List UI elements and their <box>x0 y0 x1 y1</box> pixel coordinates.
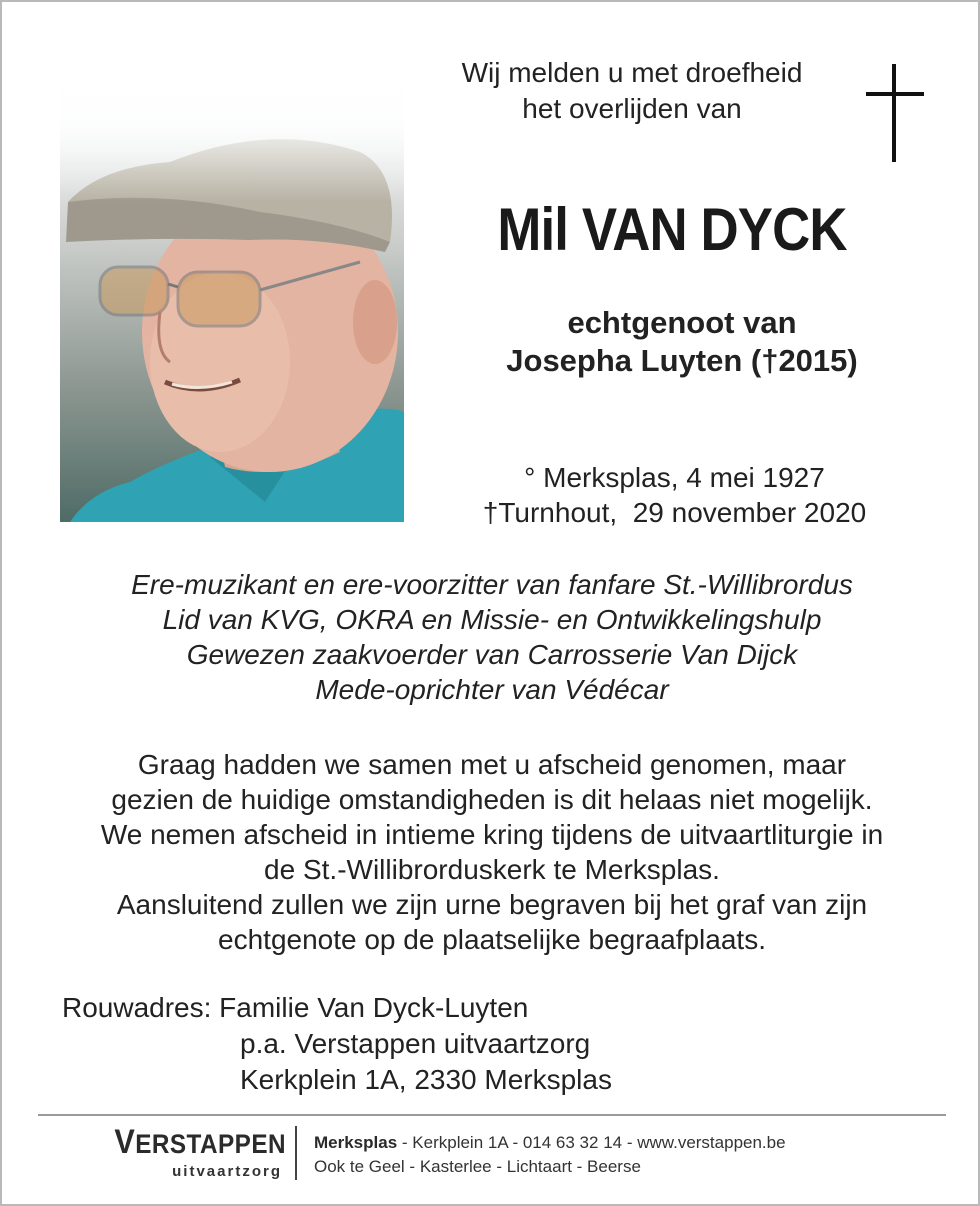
cross-icon <box>866 64 924 162</box>
address-line: Rouwadres: Familie Van Dyck-Luyten <box>62 992 529 1023</box>
announcement-intro <box>422 55 842 127</box>
message-line: gezien de huidige omstandigheden is dit helaas niet mogelijk. <box>111 784 873 815</box>
footer-divider <box>38 1114 946 1116</box>
roles-list <box>42 567 942 707</box>
verstappen-logo <box>66 1122 286 1180</box>
birth-date: ° Merksplas, 4 mei 1927 <box>524 462 825 493</box>
death-date: †Turnhout, 29 november 2020 <box>482 497 867 528</box>
branches-line: Ook te Geel - Kasterlee - Lichtaart - Beerse <box>314 1157 641 1176</box>
portrait-photo <box>60 62 404 522</box>
spouse-info <box>422 304 942 380</box>
role-line: Gewezen zaakvoerder van Carrosserie Van Dijck <box>186 639 798 670</box>
spouse-line: Josepha Luyten (†2015) <box>506 343 858 378</box>
message-line: Graag hadden we samen met u afscheid genomen, maar <box>137 749 847 780</box>
intro-line: Wij melden u met droefheid <box>461 57 803 88</box>
life-dates <box>422 460 927 530</box>
photo-fade <box>60 62 404 202</box>
role-line: Ere-muzikant en ere-voorzitter van fanfare St.-Willibrordus <box>131 569 853 600</box>
message-line: Aansluitend zullen we zijn urne begraven bij het graf van zijn <box>116 889 868 920</box>
message-line: echtgenote op de plaatselijke begraafplaats. <box>218 924 766 955</box>
message-line: de St.-Willibrorduskerk te Merksplas. <box>264 854 720 885</box>
address-line: p.a. Verstappen uitvaartzorg <box>240 1028 591 1059</box>
logo-first-letter: V <box>114 1123 136 1161</box>
role-line: Mede-oprichter van Védécar <box>315 674 669 705</box>
logo-rest: ERSTAPPEN <box>135 1129 286 1159</box>
contact-line <box>314 1131 786 1155</box>
message-line: We nemen afscheid in intieme kring tijdens de uitvaartliturgie in <box>100 819 884 850</box>
contact-details: - Kerkplein 1A - 014 63 32 14 - www.verstappen.be <box>397 1133 786 1152</box>
spouse-line: echtgenoot van <box>567 305 797 340</box>
funeral-home-contact <box>314 1131 786 1179</box>
address-line: Kerkplein 1A, 2330 Merksplas <box>240 1064 612 1095</box>
farewell-message <box>32 747 952 957</box>
deceased-name: Mil VAN DYCK <box>497 196 847 263</box>
logo-subtitle: uitvaartzorg <box>172 1163 282 1180</box>
role-line: Lid van KVG, OKRA en Missie- en Ontwikkelingshulp <box>162 604 822 635</box>
mourning-address <box>62 990 612 1098</box>
logo-wordmark <box>88 1122 286 1164</box>
footer-separator <box>295 1126 297 1180</box>
intro-line: het overlijden van <box>522 93 742 124</box>
contact-town: Merksplas <box>314 1133 398 1152</box>
